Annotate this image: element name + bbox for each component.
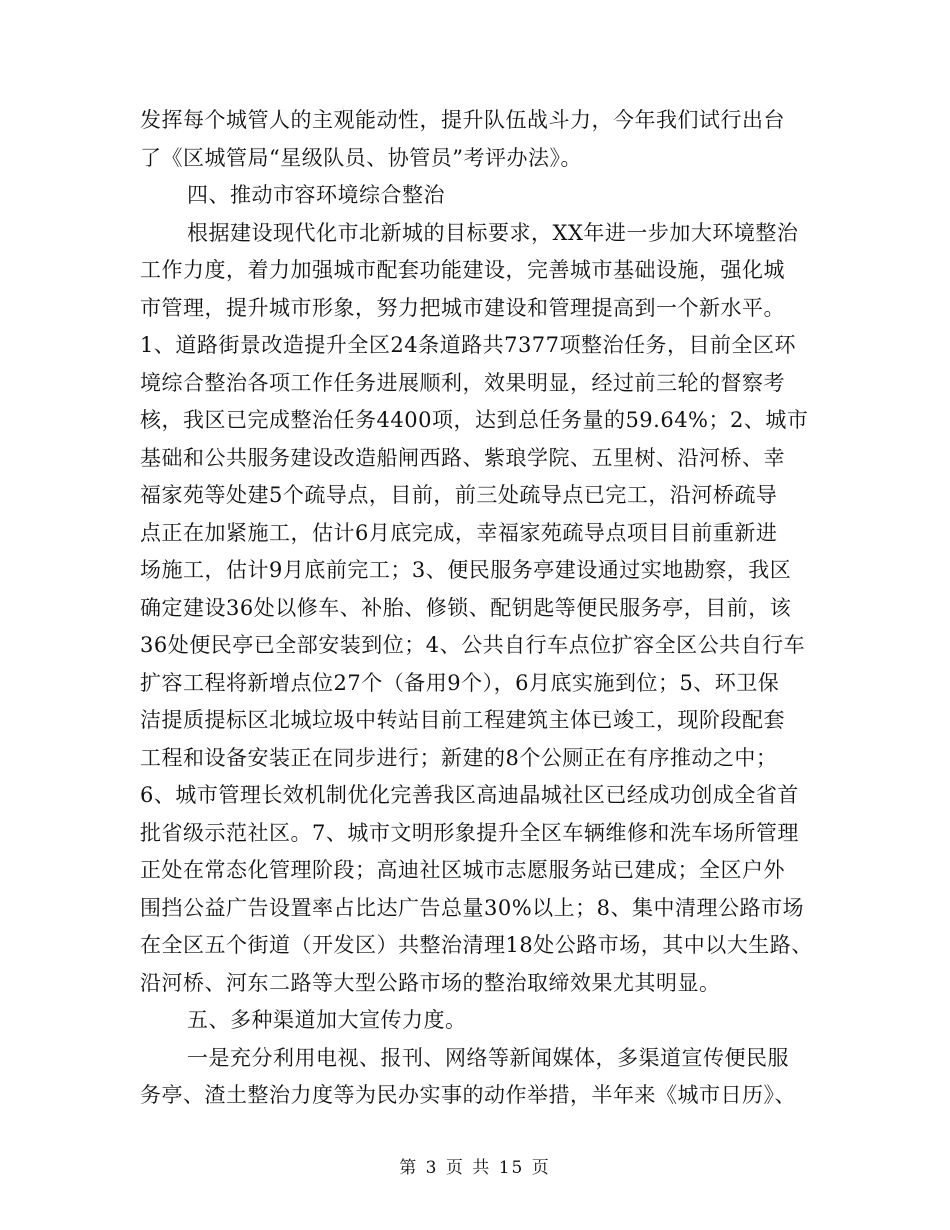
text-line: 福家苑等处建5个疏导点，目前，前三处疏导点已完工，沿河桥疏导 [140,483,778,507]
text-line: 工作力度，着力加强城市配套功能建设，完善城市基础设施，强化城 [140,258,785,282]
text-line: 根据建设现代化市北新城的目标要求，XX年进一步加大环境整治 [187,220,799,245]
text-line: 基础和公共服务建设改造船闸西路、紫琅学院、五里树、沿河桥、幸 [140,445,785,470]
text-line: 批省级示范社区。7、城市文明形象提升全区车辆维修和洗车场所管理 [140,820,799,845]
text-line: 6、城市管理长效机制优化完善我区高迪晶城社区已经成功创成全省首 [140,783,799,807]
text-line: 务亭、渣土整治力度等为民办实事的动作举措，半年来《城市日历》、 [140,1083,796,1107]
text-line: 核，我区已完成整治任务4400项，达到总任务量的59.64%；2、城市 [140,408,809,432]
text-line: 确定建设36处以修车、补胎、修锁、配钥匙等便民服务亭，目前，该 [140,595,792,620]
text-line: 市管理，提升城市形象，努力把城市建设和管理提高到一个新水平。 [140,295,785,320]
text-line: 境综合整治各项工作任务进展顺利，效果明显，经过前三轮的督察考 [140,370,785,395]
section-heading: 四、推动市容环境综合整治 [187,183,445,207]
text-line: 正处在常态化管理阶段；高迪社区城市志愿服务站已建成；全区户外 [140,858,785,882]
page-number-footer: 第 3 页 共 15 页 [399,1158,551,1178]
text-line: 1、道路街景改造提升全区24条道路共7377项整治任务，目前全区环 [140,333,797,357]
text-line: 工程和设备安装正在同步进行；新建的8个公厕正在有序推动之中； [140,745,778,770]
text-line: 洁提质提标区北城垃圾中转站目前工程建筑主体已竣工，现阶段配套 [140,708,785,732]
text-line: 点正在加紧施工，估计6月底完成，幸福家苑疏导点项目目前重新进 [140,520,778,545]
text-line: 沿河桥、河东二路等大型公路市场的整治取缔效果尤其明显。 [140,970,721,995]
text-line: 一是充分利用电视、报刊、网络等新闻媒体，多渠道宣传便民服 [187,1045,789,1070]
text-line: 围挡公益广告设置率占比达广告总量30%以上；8、集中清理公路市场 [140,895,805,920]
body-text [140,102,820,1115]
text-line: 发挥每个城管人的主观能动性，提升队伍战斗力，今年我们试行出台 [140,108,785,132]
text-line: 在全区五个街道（开发区）共整治清理18处公路市场，其中以大生路、 [140,933,813,957]
section-heading: 五、多种渠道加大宣传力度。 [187,1008,467,1032]
text-line: 场施工，估计9月底前完工；3、便民服务亭建设通过实地勘察，我区 [140,558,792,582]
text-line: 扩容工程将新增点位27个（备用9个），6月底实施到位；5、环卫保 [140,670,780,695]
text-line: 36处便民亭已全部安装到位；4、公共自行车点位扩容全区公共自行车 [140,633,806,657]
text-line: 了《区城管局“星级队员、协管员”考评办法》。 [140,145,582,170]
